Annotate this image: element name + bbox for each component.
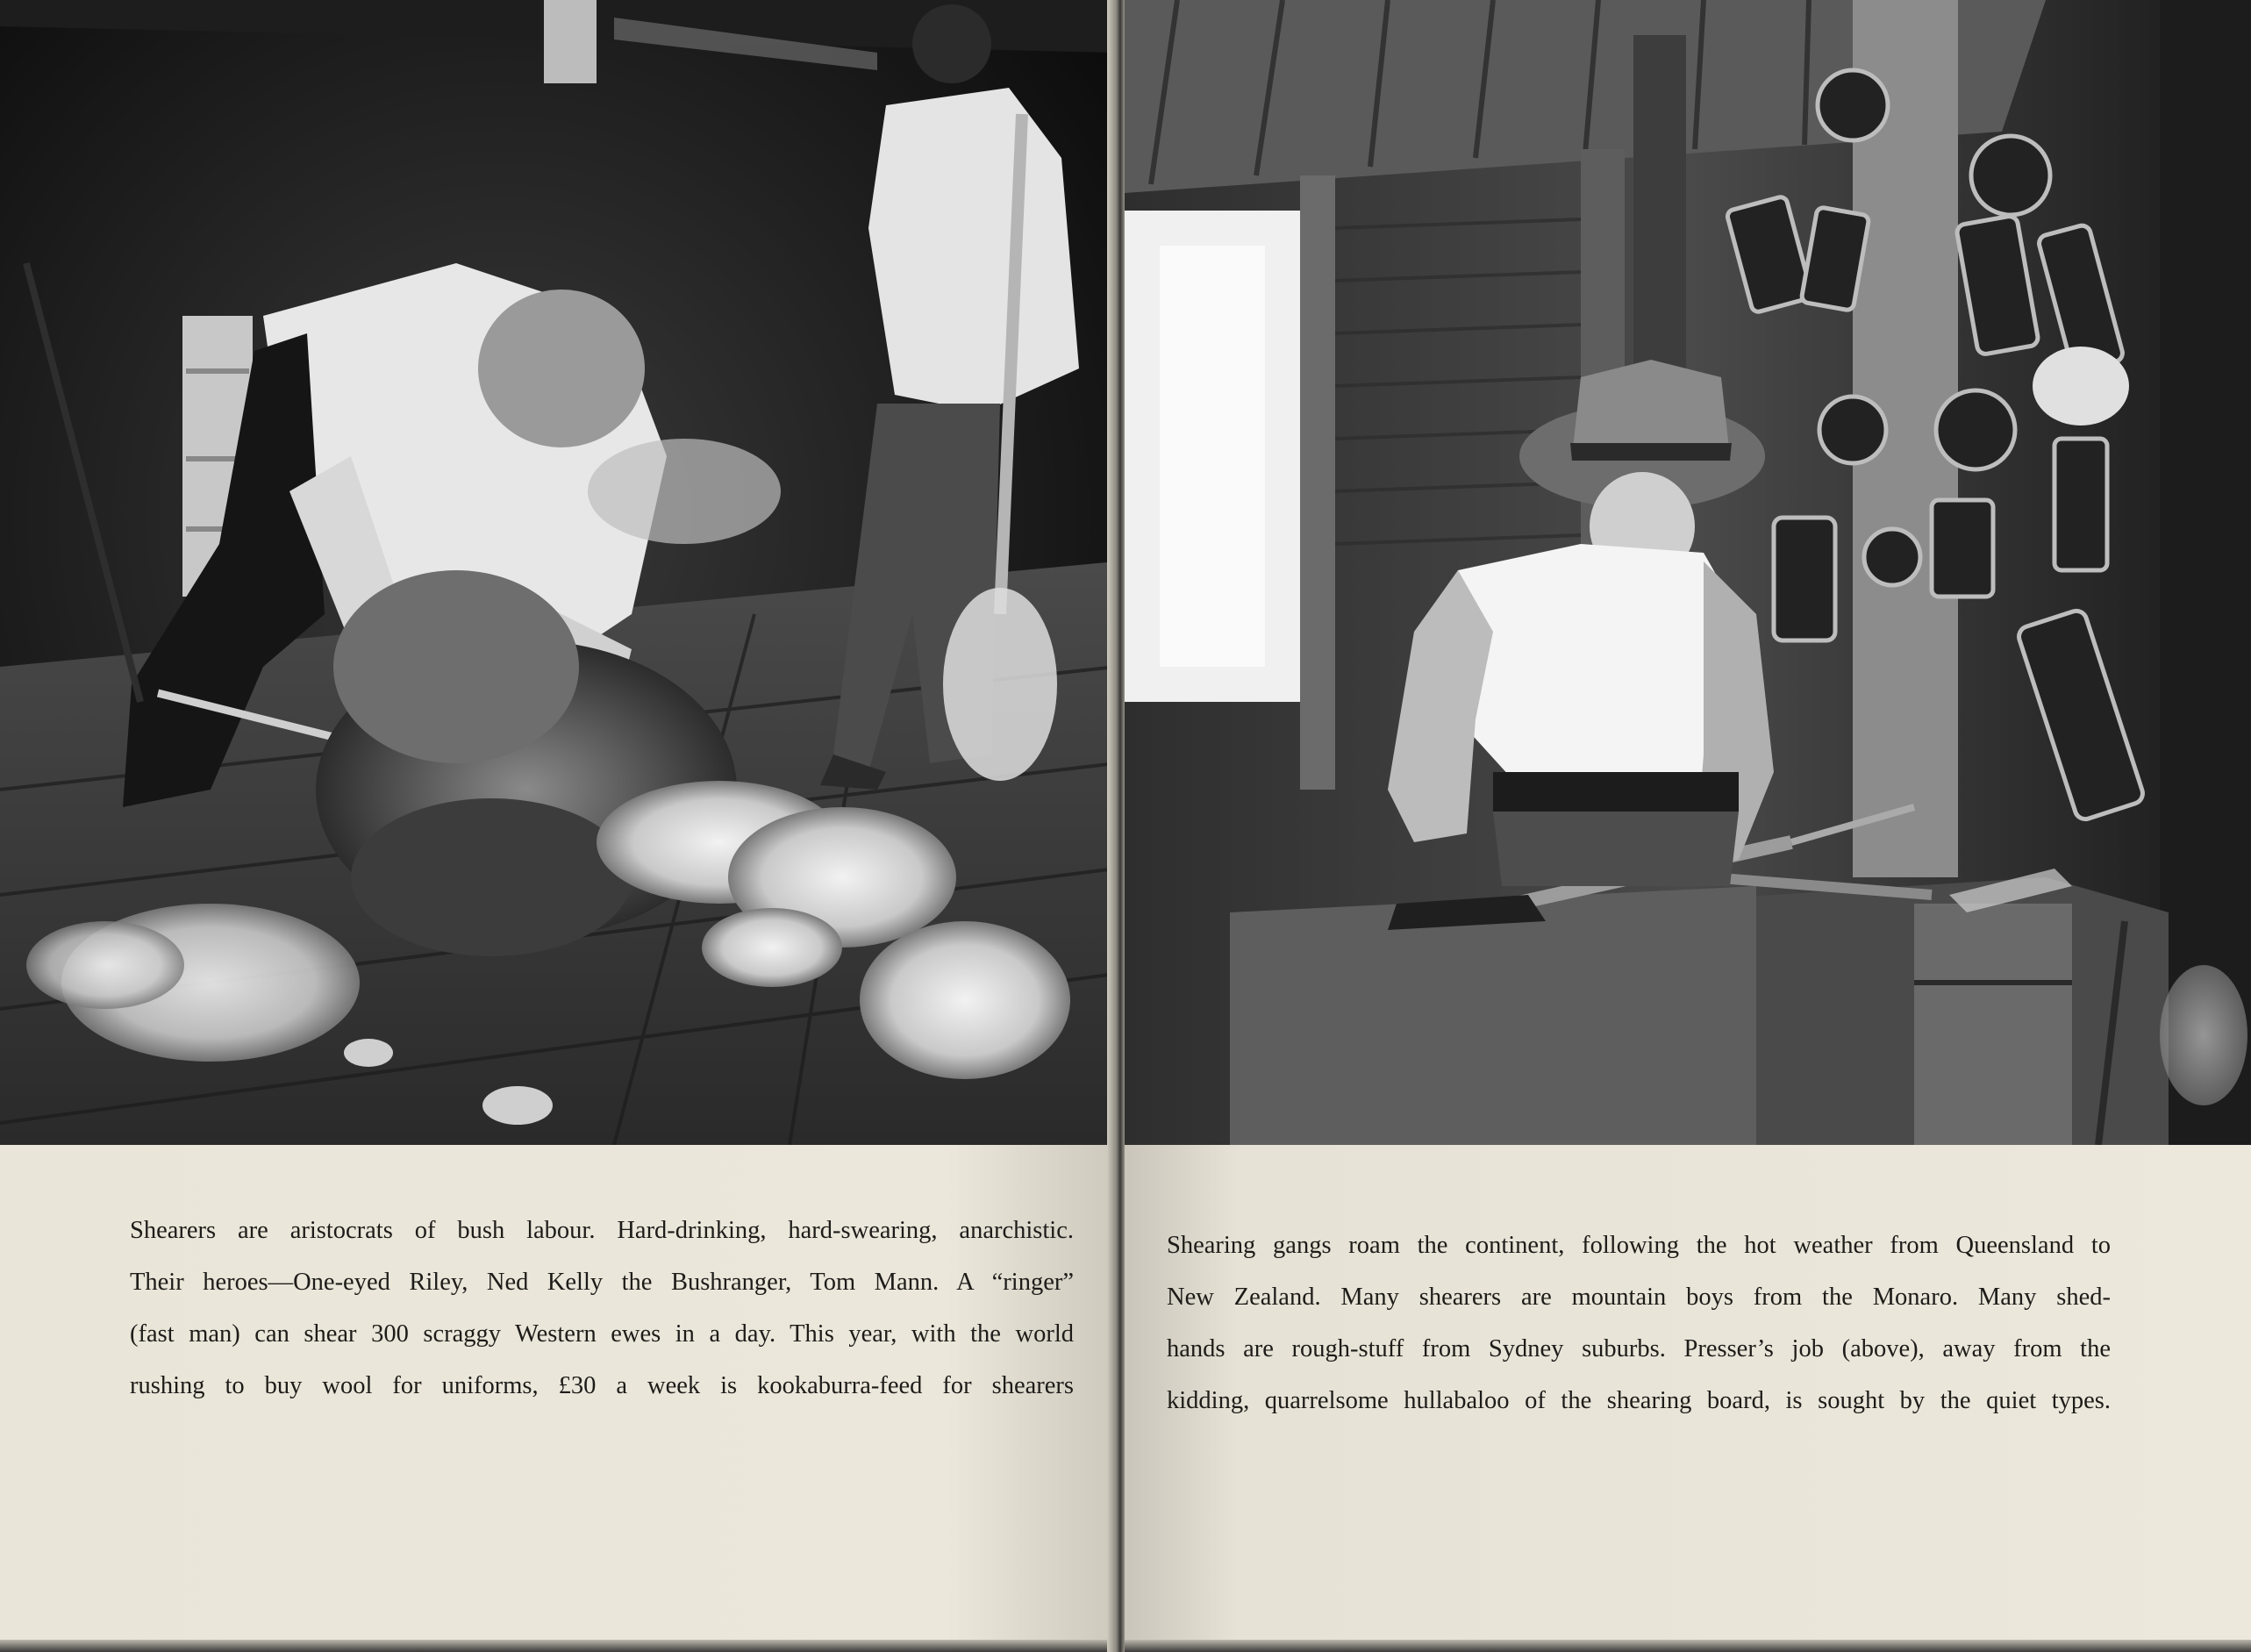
right-caption <box>1167 1219 2111 1427</box>
right-page <box>1125 0 2251 1652</box>
left-caption-area <box>0 1145 1116 1652</box>
left-caption <box>130 1205 1074 1412</box>
right-caption-area <box>1125 1145 2251 1652</box>
page-bottom-edge <box>1125 1640 2251 1652</box>
caption-line: Their heroes—One-eyed Riley, Ned Kelly the Bushranger, Tom Mann. A “ringer” <box>130 1269 1074 1296</box>
caption-line: (fast man) can shear 300 scraggy Western ewes in a day. This year, with the world <box>130 1320 1074 1348</box>
caption-line: Shearing gangs roam the continent, following the hot weather from Queensland to <box>1167 1232 2111 1259</box>
caption-line: rushing to buy wool for uniforms, £30 a week is kookaburra-feed for shearers <box>130 1372 1074 1399</box>
caption-line: kidding, quarrelsome hullabaloo of the shearing board, is sought by the quiet types. <box>1167 1387 2111 1414</box>
caption-line: New Zealand. Many shearers are mountain boys from the Monaro. Many shed- <box>1167 1284 2111 1311</box>
presser-photo <box>1125 0 2251 1145</box>
left-page <box>0 0 1116 1652</box>
caption-line: Shearers are aristocrats of bush labour. Hard-drinking, hard-swearing, anarchistic. <box>130 1217 1074 1244</box>
caption-line: hands are rough-stuff from Sydney suburbs. Presser’s job (above), away from the <box>1167 1335 2111 1362</box>
page-bottom-edge <box>0 1640 1116 1652</box>
shearing-photo <box>0 0 1116 1145</box>
